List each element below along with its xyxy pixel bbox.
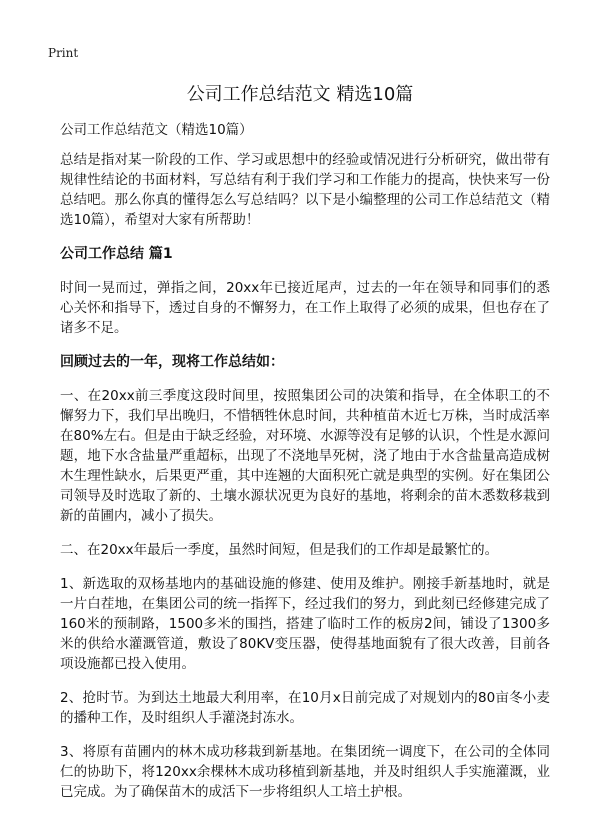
section-title: 公司工作总结 篇1 [60, 246, 173, 262]
body-paragraph: 二、在20xx年最后一季度，虽然时间短，但是我们的工作却是最繁忙的。 [60, 542, 499, 558]
body-paragraph: 2、抢时节。为到达土地最大利用率，在10月x日前完成了对规划内的80亩冬小麦的播种工作，及时组织人手灌浇封冻水。 [60, 690, 550, 726]
intro-paragraph: 总结是指对某一阶段的工作、学习或思想中的经验或情况进行分析研究，做出带有规律性结论的书面材料，写总结有利于我们学习和工作能力的提高，快快来写一份总结吧。那么你真的懂得怎么写总结吗？以下是小编整理的公司工作总结范文（精选10篇），希望对大家有所帮助！ [60, 152, 550, 228]
body-paragraph: 3、将原有苗圃内的林木成功移栽到新基地。在集团统一调度下，在公司的全体同仁的协助下，将120xx余棵林木成功移植到新基地，并及时组织人手实施灌溉，业已完成。为了确保苗木的成活下一步将组织人工培土护根。 [60, 744, 550, 800]
document-subtitle: 公司工作总结范文（精选10篇） [60, 122, 253, 138]
document-title: 公司工作总结范文 精选10篇 [186, 84, 414, 105]
body-paragraph: 一、在20xx前三季度这段时间里，按照集团公司的决策和指导，在全体职工的不懈努力下，我们早出晚归，不惜牺牲休息时间，共种植苗木近七万株，当时成活率在80%左右。但是由于缺乏经验，对环境、水源等没有足够的认识，个性是水源问题，地下水含盐量严重超标，出现了不浇地旱死树，浇了地由于水含盐量高造成树木生理性缺水，后果更严重，其中连翘的大面积死亡就是典型的实例。好在集团公司领导及时选取了新的、土壤水源状况更为良好的基地，将剩余的苗木悉数移栽到新的苗圃内，减小了损失。 [60, 388, 550, 524]
print-label: Print [48, 46, 79, 60]
body-paragraph: 1、新选取的双杨基地内的基础设施的修建、使用及维护。刚接手新基地时，就是一片白茬地，在集团公司的统一指挥下，经过我们的努力，到此刻已经修建完成了160米的预制路，1500多米的围挡，搭建了临时工作的板房2间，铺设了1300多米的供给水灌溉管道，敷设了80KV变压器，使得基地面貌有了很大改善，目前各项设施都已投入使用。 [60, 576, 550, 672]
section-intro-paragraph: 时间一晃而过，弹指之间，20xx年已接近尾声，过去的一年在领导和同事们的悉心关怀和指导下，透过自身的不懈努力，在工作上取得了必须的成果，但也存在了诸多不足。 [60, 280, 550, 336]
document-body [60, 120, 550, 816]
review-heading: 回顾过去的一年，现将工作总结如： [60, 354, 284, 370]
